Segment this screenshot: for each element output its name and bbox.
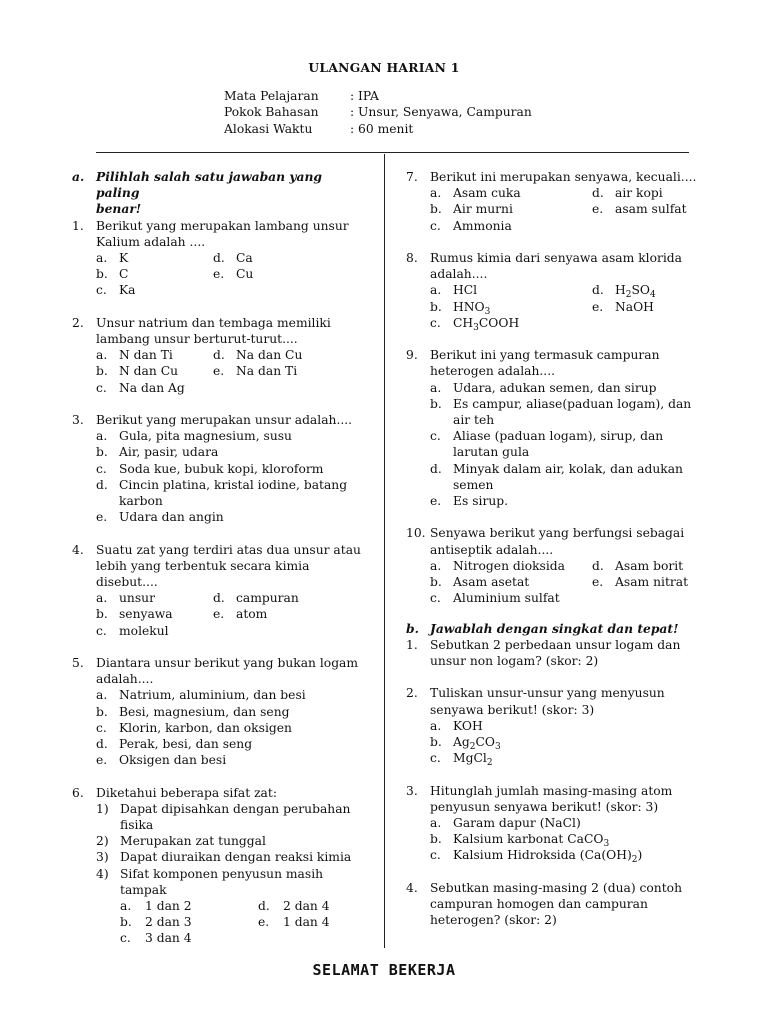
page-title: ULANGAN HARIAN 1 (308, 60, 460, 75)
option-d[interactable]: d. Cincin platina, kristal iodine, batang karbon (96, 477, 348, 509)
options (406, 815, 702, 864)
essay-3 (406, 783, 702, 864)
section-title: Pilihlah salah satu jawaban yang paling benar! (96, 169, 323, 217)
option-b[interactable]: b. Air, pasir, udara (96, 445, 219, 460)
essay-2 (406, 685, 702, 769)
option-b[interactable]: b. Asam asetat (430, 575, 530, 590)
option-a[interactable]: a. Nitrogen dioksida (430, 558, 565, 573)
meta-value: : IPA (350, 89, 379, 103)
question-number: 5. (72, 656, 84, 671)
meta-label: Pokok Bahasan (224, 105, 319, 120)
question-6 (72, 785, 368, 947)
option-a[interactable]: a. 1 dan 2 (120, 899, 192, 914)
option-d[interactable]: d. air kopi (592, 186, 663, 201)
option-c[interactable]: c. Aluminium sulfat (430, 591, 560, 606)
option-a[interactable]: a. Udara, adukan semen, dan sirup (430, 380, 657, 395)
option-d[interactable]: d. $H_2SO_4$ (592, 283, 656, 301)
options (72, 428, 368, 525)
section-number: a. (72, 169, 85, 184)
option-c[interactable]: c. 3 dan 4 (120, 931, 192, 946)
option-e[interactable]: e. Oksigen dan besi (96, 753, 227, 768)
meta-row-time (224, 121, 532, 137)
question-text: Berikut ini merupakan senyawa, kecuali.... (430, 170, 697, 184)
option-b[interactable]: b. $HNO_3$ (430, 299, 491, 317)
option-d[interactable]: d. Minyak dalam air, kolak, dan adukan semen (430, 461, 683, 492)
options (406, 185, 702, 234)
option-e[interactable]: e. Asam nitrat (592, 575, 689, 590)
question-number: 1. (72, 218, 84, 233)
option-c[interactable]: c. $CH_3COOH$ (430, 315, 520, 333)
option-a[interactable]: a. K (96, 251, 129, 266)
question-number: 3. (406, 783, 418, 798)
question-3 (72, 412, 368, 525)
meta-label: Alokasi Waktu (224, 121, 313, 136)
meta-row-topic (224, 104, 532, 120)
question-text: Diketahui beberapa sifat zat: (96, 785, 277, 800)
option-c[interactable]: c. Soda kue, bubuk kopi, kloroform (96, 461, 324, 476)
options (406, 558, 702, 607)
question-text: Sebutkan 2 perbedaan unsur logam dan unsur non logam? (skor: 2) (430, 637, 681, 669)
option-e[interactable]: e. Es sirup. (430, 494, 509, 509)
question-number: 1. (406, 637, 418, 652)
option-d[interactable]: d. Perak, besi, dan seng (96, 737, 253, 752)
list-item: 2) Merupakan zat tunggal (96, 834, 266, 849)
question-text: Unsur natrium dan tembaga memiliki lambang unsur berturut-turut.... (96, 315, 331, 347)
item-a: a. Garam dapur (NaCl) (430, 816, 581, 831)
essay-4 (406, 880, 702, 929)
option-b[interactable]: b. C (96, 267, 129, 282)
options (72, 347, 368, 396)
question-number: 3. (72, 413, 84, 428)
meta-value: : 60 menit (350, 121, 414, 136)
question-text: Hitunglah jumlah masing-masing atom penyusun senyawa berikut! (skor: 3) (430, 783, 673, 814)
left-column (72, 169, 368, 963)
section-number: b. (406, 620, 419, 636)
question-2 (72, 315, 368, 396)
question-number: 2. (406, 686, 418, 701)
question-text: Senyawa berikut yang berfungsi sebagai antiseptik adalah.... (430, 526, 685, 557)
header-divider (96, 152, 689, 153)
option-d[interactable]: d. Ca (213, 251, 253, 266)
item-c: c. Kalsium Hidroksida $(Ca(OH)_2)$ (430, 848, 643, 866)
question-text: Diantara unsur berikut yang bukan logam adalah.... (96, 656, 359, 687)
question-text: Berikut ini yang termasuk campuran heterogen adalah.... (430, 348, 660, 379)
options (72, 898, 368, 947)
item-b: b. $Ag_2CO_3$ (430, 735, 501, 753)
option-e[interactable]: e. asam sulfat (592, 202, 687, 217)
option-d[interactable]: d. Asam borit (592, 558, 684, 573)
list-item: 3) Dapat diuraikan dengan reaksi kimia (96, 850, 352, 865)
section-a-heading (72, 169, 368, 218)
section-b-heading (406, 621, 702, 637)
item-a: a. KOH (430, 718, 483, 733)
question-text: Berikut yang merupakan unsur adalah.... (96, 413, 353, 428)
question-text: Suatu zat yang terdiri atas dua unsur atau lebih yang terbentuk secara kimia disebut.... (96, 542, 361, 590)
option-c[interactable]: c. Ammonia (430, 218, 512, 233)
option-e[interactable]: e. NaOH (592, 299, 654, 314)
question-1 (72, 218, 368, 299)
option-b[interactable]: b. 2 dan 3 (120, 915, 192, 930)
option-e[interactable]: e. Cu (213, 267, 254, 282)
option-d[interactable]: d. campuran (213, 591, 299, 606)
item-b: b. Kalsium karbonat CaCO$_3$ (430, 832, 610, 850)
column-divider (384, 154, 385, 948)
option-a[interactable]: a. Gula, pita magnesium, susu (96, 429, 292, 444)
question-10 (406, 525, 702, 606)
option-b[interactable]: b. Es campur, aliase(paduan logam), dan air teh (430, 396, 692, 428)
option-c[interactable]: c. Na dan Ag (96, 380, 185, 395)
options (72, 590, 368, 639)
question-number: 7. (406, 170, 418, 184)
question-number: 4. (72, 542, 84, 557)
question-8 (406, 250, 702, 331)
question-number: 9. (406, 348, 418, 363)
section-title: Jawablah dengan singkat dan tepat! (430, 620, 679, 636)
option-e[interactable]: e. atom (213, 607, 268, 622)
options (406, 718, 702, 767)
option-e[interactable]: e. Udara dan angin (96, 510, 224, 525)
exam-info (224, 88, 532, 137)
essay-1 (406, 637, 702, 669)
question-5 (72, 655, 368, 768)
question-number: 8. (406, 251, 418, 265)
option-a[interactable]: a. HCl (430, 283, 478, 298)
option-b[interactable]: b. senyawa (96, 607, 173, 622)
options (406, 282, 702, 331)
question-4 (72, 542, 368, 639)
option-c[interactable]: c. Aliase (paduan logam), sirup, dan larutan gula (430, 429, 664, 460)
meta-value: : Unsur, Senyawa, Campuran (350, 105, 532, 120)
question-text: Sebutkan masing-masing 2 (dua) contoh campuran homogen dan campuran heterogen? (skor: 2) (430, 880, 682, 928)
closing-message: SELAMAT BEKERJA (312, 961, 456, 979)
question-text: Tuliskan unsur-unsur yang menyusun senyawa berikut! (skor: 3) (430, 686, 665, 717)
option-c[interactable]: c. Klorin, karbon, dan oksigen (96, 720, 292, 735)
option-a[interactable]: a. N dan Ti (96, 348, 173, 363)
list-item: 1) Dapat dipisahkan dengan perubahan fisika (96, 801, 351, 833)
option-b[interactable]: b. Besi, magnesium, dan seng (96, 704, 290, 719)
option-c[interactable]: c. Ka (96, 283, 136, 298)
item-c: c. MgCl$_2$ (430, 751, 493, 769)
question-number: 2. (72, 315, 84, 330)
option-a[interactable]: a. Asam cuka (430, 186, 521, 201)
question-text: Rumus kimia dari senyawa asam klorida adalah.... (430, 251, 683, 282)
question-9 (406, 347, 702, 509)
option-a[interactable]: a. unsur (96, 591, 155, 606)
question-number: 4. (406, 880, 418, 895)
list-item: 4) Sifat komponen penyusun masih tampak (96, 866, 324, 897)
meta-row-subject (224, 88, 532, 104)
meta-label: Mata Pelajaran (224, 89, 319, 103)
option-a[interactable]: a. Natrium, aluminium, dan besi (96, 688, 306, 703)
option-d[interactable]: d. 2 dan 4 (258, 899, 330, 914)
option-e[interactable]: e. 1 dan 4 (258, 915, 330, 930)
property-list (72, 801, 368, 898)
option-c[interactable]: c. molekul (96, 623, 169, 638)
question-number: 10. (406, 526, 426, 541)
question-number: 6. (72, 785, 84, 800)
option-b[interactable]: b. N dan Cu (96, 364, 179, 379)
options (406, 380, 702, 510)
question-text: Berikut yang merupakan lambang unsur Kalium adalah .... (96, 218, 349, 249)
right-column (406, 169, 702, 945)
option-d[interactable]: d. Na dan Cu (213, 348, 303, 363)
options (72, 250, 368, 299)
options (72, 687, 368, 768)
option-b[interactable]: b. Air murni (430, 202, 513, 217)
question-7 (406, 169, 702, 234)
option-e[interactable]: e. Na dan Ti (213, 364, 298, 379)
